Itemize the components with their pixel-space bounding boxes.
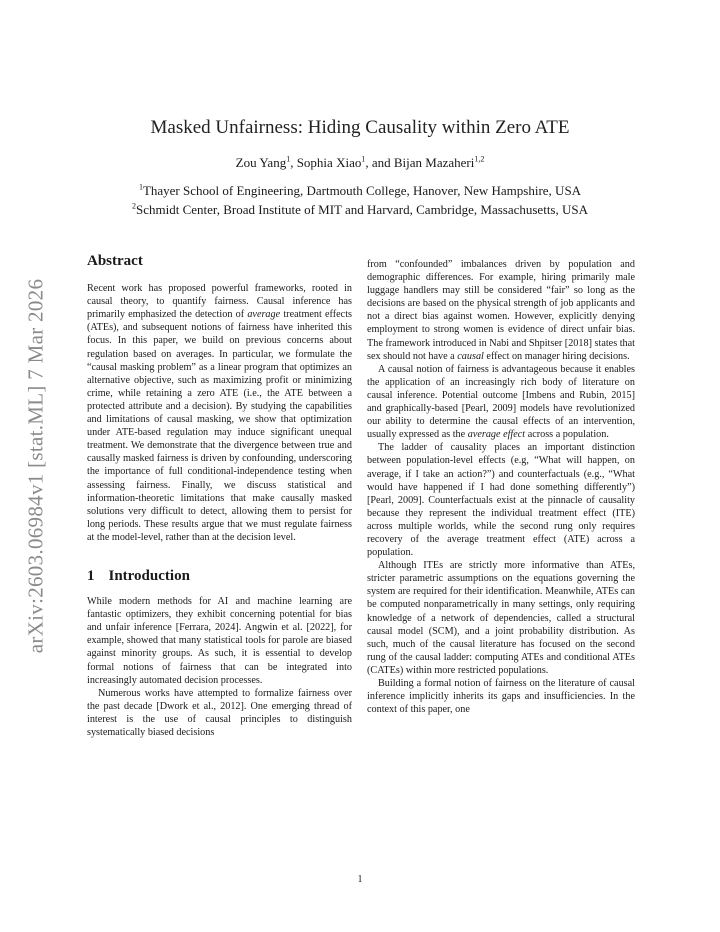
left-column [87,255,352,739]
paper-title: Masked Unfairness: Hiding Causality within Zero ATE [150,117,570,138]
abstract-text: Recent work has proposed powerful frameworks, rooted in causal theory, to quantify fairness. Causal inference has primarily emphasized the detection of [87,283,352,321]
page-number: 1 [357,874,363,885]
paragraph [367,363,635,442]
author-list: Zou Yang$^1$, Sophia Xiao$^1$, and Bijan Mazaheri$^{1,2}$ [235,154,485,170]
abstract-paragraph [87,282,352,544]
section-title: Introduction [108,567,190,584]
affiliation-text: Schmidt Center, Broad Institute of MIT and Harvard, Cambridge, Massachusetts, USA [136,202,588,217]
abstract-emphasis: average [247,309,281,321]
arxiv-identifier: arXiv:2603.06984v1 [stat.ML] 7 Mar 2026 [23,278,48,654]
paragraph: Although ITEs are strictly more informative than ATEs, stricter parametric assumptions on the equations governing the system are required for their identification. Meanwhile, ATEs can be computed nonparametrically in many settings, only requiring knowledge of a network of dependencies, called a structural causal model (SCM), and a joint probability distribution. As such, much of the causal literature has focused on the second rung of the causal ladder: computing ATEs and conditional ATEs (CATEs) within more restricted populations. [367,560,635,676]
abstract-heading: Abstract [87,253,143,269]
right-column [367,258,635,716]
paragraph-text: effect on manager hiring decisions. [483,350,630,362]
paragraph [367,258,635,363]
author-name: Bijan Mazaheri [393,155,475,170]
paragraph: While modern methods for AI and machine learning are fantastic optimizers, they exhibit concerning potential for bias and unfair inference [Ferrara, 2024]. Angwin et al. [2022], for example, showed that many statistical tools for parole are biased against minority groups. As such, it is essential to develop formal notions of fairness that can be integrated into increasingly automated decision processes. [87,596,352,686]
emphasis: average effect [467,429,526,441]
paragraph-text: A causal notion of fairness is advantageous because it enables the application of an increasingly rich body of literature on causal inference. Potential outcome [Imbens and Rubin, 2015] and graphically-based [Pearl, 2009] models have revolutionized our ability to determine the causal effects of an intervention, usually expressed as the [367,363,635,441]
affiliation-text: Thayer School of Engineering, Dartmouth College, Hanover, New Hampshire, USA [142,183,582,198]
affiliation [0,183,720,199]
author-name: Zou Yang [235,155,287,170]
paragraph: The ladder of causality places an important distinction between population-level effects (e.g, “What will happen, on average, if I take an action?”) and counterfactuals (e.g., “What would have happened if I had done something differently”) [Pearl, 2009]. Counterfactuals exist at the pinnacle of causality because they represent the individual treatment effect (ITE) across multiple worlds, while the second rung only requires recovery of the average treatment effect (ATE) across a population. [367,442,635,559]
section-heading-introduction [87,567,352,584]
emphasis: causal [457,350,484,362]
section-number: 1 [87,567,95,584]
affiliation-mark: 2 [132,201,136,211]
abstract-text: treatment effects (ATEs), and subsequent notions of fairness have inherited this focus. In this paper, we build on previous concerns about regulation based on averages. In particular, we formulate the “causal masking problem” as a linear program that optimizes an alternative objective, such as maximizing profit or minimizing crime, while retaining a zero ATE (i.e., the ATE between a protected attribute and a decision). By studying the capabilities and limitations of causal masking, we show that optimization under ATE-based regulation may induce significant unequal treatment. We demonstrate that the divergence between true and causally masked fairness is driven by confounding, underscoring the importance of full conditional-independence testing when assessing fairness. Finally, we discuss statistical and information-theoretic limitations that make causally masked solutions very difficult to detect, allowing them to persist for long periods. These results argue that we must regulate fairness at the model-level, rather than at the decision level. [87,309,352,543]
affiliation [0,202,720,218]
author-affiliation-mark: 1 [286,154,291,164]
affiliation-mark: 1 [138,182,143,192]
paragraph-text: across a population. [525,429,609,441]
paragraph-text: from “confounded” imbalances driven by population and demographic differences. For example, hiring primarily male luggage handlers may still be considered “fair” so long as the decisions are based on the physical strength of job applicants and not a direct bias against women. However, explicitly denying employment to strong women is evidence of direct unfair bias. The framework introduced in Nabi and Shpitser [2018] states that sex should not have a [367,259,635,362]
paragraph: Numerous works have attempted to formalize fairness over the past decade [Dwork et al., 2012]. One emerging thread of interest is the use of causal principles to distinguish systematically biased decisions [87,687,352,738]
author-affiliation-mark: 1 [361,154,366,164]
paragraph: Building a formal notion of fairness on the literature of causal inference implicitly inherits its gaps and insufficiencies. In the context of this paper, one [367,678,635,716]
author-affiliation-mark: 1,2 [474,154,485,164]
author-name: Sophia Xiao [296,155,362,170]
